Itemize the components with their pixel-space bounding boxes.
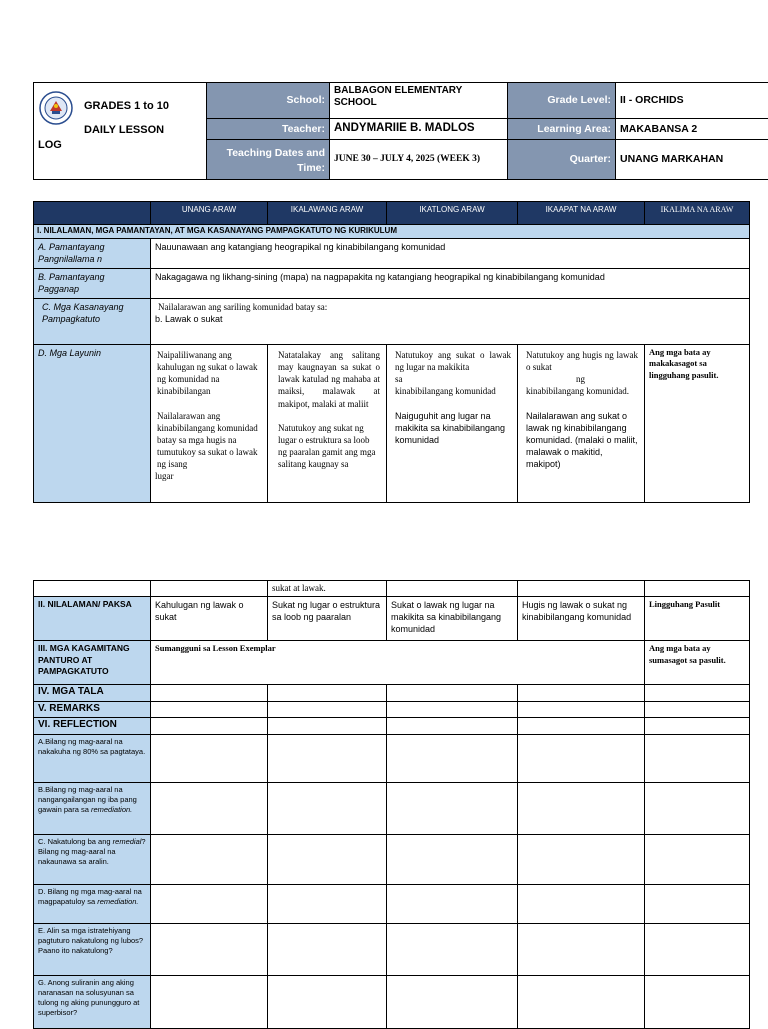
- reflection-item-c-text: C. Nakatulong ba ang: [38, 837, 111, 846]
- section-heading: I. NILALAMAN, MGA PAMANTAYAN, AT MGA KASANAYANG PAMPAGKATUTO NG KURIKULUM: [34, 225, 750, 239]
- day-header: IKALAWANG ARAW: [268, 202, 387, 225]
- day-header: IKATLONG ARAW: [387, 202, 518, 225]
- layunin-day3-d: Naiguguhit ang lugar na makikita sa kinabibilangang komunidad: [395, 410, 511, 446]
- day-header: IKAAPAT NA ARAW: [518, 202, 645, 225]
- pamantayang-pagganap-value: Nakagagawa ng likhang-sining (mapa) na nagpapakita ng katangiang heograpikal ng kinabibilangang komunidad: [151, 269, 750, 299]
- school-value: BALBAGON ELEMENTARY SCHOOL: [330, 83, 508, 119]
- kagamitan-label: III. MGA KAGAMITANG PANTURO AT PAMPAGKATUTO: [34, 641, 151, 685]
- title-line3: LOG: [38, 138, 62, 153]
- reflection-item-d: [34, 884, 151, 923]
- nilalaman-day3: Sukat o lawak ng lugar na makikita sa kinabibilangang komunidad: [387, 597, 518, 641]
- reflection-item-c: [34, 834, 151, 884]
- reflection-item-b: [34, 782, 151, 834]
- layunin-day4-d: Nailalarawan ang sukat o lawak ng kinabibilangang komunidad. (malaki o maliit, malawak o makitid, makipot): [526, 410, 638, 471]
- day-header-row: [34, 202, 750, 225]
- continuation-text: sukat at lawak.: [268, 581, 387, 597]
- reflection-item-g: G. Anong suliranin ang aking naranasan na solusyunan sa tulong ng aking punungguro at superbisor?: [34, 975, 151, 1028]
- reflection-item-d-italic: remediation.: [97, 897, 138, 906]
- kasanayang-value: [151, 299, 750, 345]
- day-header: IKALIMA NA ARAW: [645, 202, 750, 225]
- kagamitan-day5: Ang mga bata ay sumasagot sa pasulit.: [645, 641, 750, 685]
- nilalaman-day1: Kahulugan ng lawak o sukat: [151, 597, 268, 641]
- pamantayang-pangnilalaman-label: A. Pamantayang Pangnilallama n: [34, 239, 151, 269]
- lesson-table-bottom: [33, 580, 750, 1029]
- nilalaman-day2: Sukat ng lugar o estruktura sa loob ng paaralan: [268, 597, 387, 641]
- learning-area-label: Learning Area:: [508, 119, 616, 140]
- reflection-item-b-italic: remediation.: [91, 805, 132, 814]
- layunin-day3-b: sa: [395, 373, 511, 385]
- quarter-value: UNANG MARKAHAN: [616, 140, 768, 180]
- layunin-day1: [151, 345, 268, 503]
- reflection-item-d-text: D. Bilang ng mga mag-aaral na magpapatuloy sa: [38, 887, 142, 906]
- teacher-value: ANDYMARIIE B. MADLOS: [330, 119, 508, 140]
- title-line1: GRADES 1 to 10: [84, 99, 169, 114]
- empty-cell: [34, 581, 151, 597]
- kagamitan-value: Sumangguni sa Lesson Exemplar: [151, 641, 645, 685]
- reflection-item-c-italic: remedial: [113, 837, 142, 846]
- layunin-day4-a: Natutukoy ang hugis ng lawak o sukat: [526, 349, 638, 373]
- nilalaman-day5: Lingguhang Pasulit: [645, 597, 750, 641]
- remarks-label: V. REMARKS: [34, 701, 151, 718]
- lesson-table-top: [33, 201, 750, 503]
- grade-level-value: II - ORCHIDS: [616, 83, 768, 119]
- empty-cell: [151, 581, 268, 597]
- pamantayang-pangnilalaman-value: Nauunawaan ang katangiang heograpikal ng kinabibilangang komunidad: [151, 239, 750, 269]
- reflection-item-b-text: B.Bilang ng mag-aaral na nangangailangan ng iba pang gawain para sa: [38, 785, 137, 814]
- layunin-day1-b: Nailalarawan ang kinabibilangang komunidad batay sa mga hugis na tumutukoy sa sukat o lawak ng isang: [157, 410, 261, 471]
- grade-level-label: Grade Level:: [508, 83, 616, 119]
- corner-cell: [34, 202, 151, 225]
- reflection-label: VI. REFLECTION: [34, 718, 151, 735]
- dates-label: Teaching Dates and Time:: [207, 140, 330, 180]
- layunin-day4: [518, 345, 645, 503]
- dates-value: JUNE 30 – JULY 4, 2025 (WEEK 3): [330, 140, 508, 180]
- nilalaman-label: II. NILALAMAN/ PAKSA: [34, 597, 151, 641]
- layunin-day2-b: Natutukoy ang sukat ng lugar o estruktura sa loob ng paaralan gamit ang mga salitang kaugnay sa: [278, 422, 380, 471]
- layunin-day2: [268, 345, 387, 503]
- pamantayang-pagganap-label: B. Pamantayang Pagganap: [34, 269, 151, 299]
- reflection-item-c-rest: ? Bilang ng mag-aaral na nakaunawa sa aralin.: [38, 837, 146, 866]
- layunin-day4-b: ng: [526, 373, 638, 385]
- mga-tala-label: IV. MGA TALA: [34, 685, 151, 702]
- kasanayang-line1: Nailalarawan ang sariling komunidad batay sa:: [155, 301, 745, 313]
- title-line2: DAILY LESSON: [84, 123, 164, 138]
- day-header: UNANG ARAW: [151, 202, 268, 225]
- header-table: [33, 82, 768, 180]
- kasanayang-line2: b. Lawak o sukat: [155, 313, 745, 325]
- layunin-day5: Ang mga bata ay makakasagot sa lingguhang pasulit.: [645, 345, 750, 503]
- header-title-cell: [34, 83, 207, 180]
- reflection-item-a: A.Bilang ng mag-aaral na nakakuha ng 80% sa pagtataya.: [34, 734, 151, 782]
- layunin-label: D. Mga Layunin: [34, 345, 151, 503]
- nilalaman-day4: Hugis ng lawak o sukat ng kinabibilangang komunidad: [518, 597, 645, 641]
- layunin-day2-a: Natatalakay ang salitang may kaugnayan sa sukat o lawak katulad ng mahaba at maiksi, malawak at makipot, malaki at maliit: [278, 349, 380, 410]
- layunin-day3-c: kinabibilangang komunidad: [395, 385, 511, 397]
- kasanayang-label: C. Mga Kasanayang Pampagkatuto: [34, 299, 151, 345]
- deped-seal-icon: [39, 91, 73, 125]
- learning-area-value: MAKABANSA 2: [616, 119, 768, 140]
- layunin-day3-a: Natutukoy ang sukat o lawak ng lugar na makikita: [395, 349, 511, 373]
- teacher-label: Teacher:: [207, 119, 330, 140]
- layunin-day1-c: lugar: [155, 470, 261, 482]
- reflection-item-e: E. Alin sa mga istratehiyang pagtuturo nakatulong ng lubos? Paano ito nakatulong?: [34, 923, 151, 975]
- quarter-label: Quarter:: [508, 140, 616, 180]
- layunin-day3: [387, 345, 518, 503]
- empty-cell: [518, 581, 645, 597]
- empty-cell: [387, 581, 518, 597]
- layunin-day1-a: Naipaliliwanang ang kahulugan ng sukat o lawak ng komunidad na kinabibilangan: [157, 349, 261, 398]
- school-label: School:: [207, 83, 330, 119]
- layunin-day4-c: kinabibilangang komunidad.: [526, 385, 638, 397]
- empty-cell: [645, 581, 750, 597]
